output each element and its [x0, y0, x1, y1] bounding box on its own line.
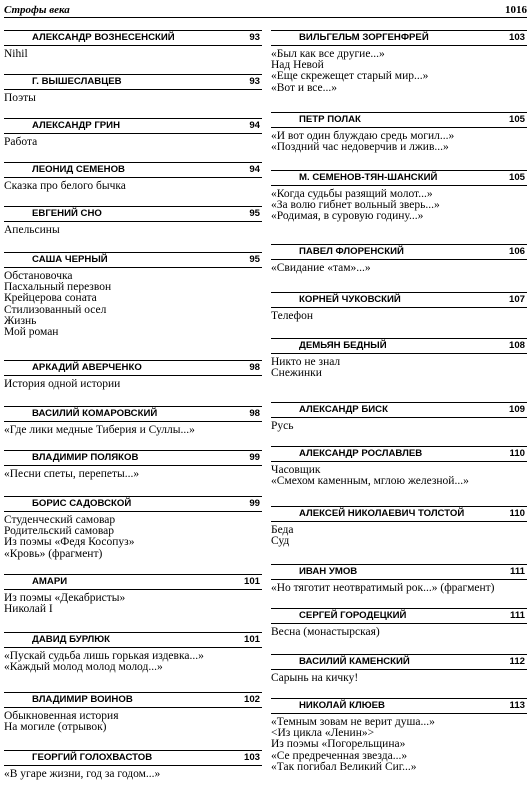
page-ref: 99: [249, 498, 260, 509]
work-list: [4, 425, 262, 436]
page-ref: 98: [249, 362, 260, 373]
author-heading: [271, 654, 527, 669]
author-heading: [4, 252, 262, 267]
author-heading: [271, 292, 527, 307]
work-list: [4, 651, 262, 673]
work-title: «Смехом каменным, мглою железной...»: [271, 475, 469, 488]
work-title: Пасхальный перезвон: [4, 281, 112, 294]
work-title: Часовщик: [271, 464, 321, 476]
work-title: История одной истории: [4, 378, 121, 390]
author-heading: [271, 608, 527, 623]
author-heading: [4, 632, 262, 647]
author-name: М. СЕМЕНОВ-ТЯН-ШАНСКИЙ: [299, 172, 438, 183]
author-heading: [4, 496, 262, 511]
page-ref: 102: [243, 694, 260, 705]
heading-underline: [271, 45, 527, 46]
work-title: Из поэмы «Декабристы»: [4, 592, 126, 604]
page-ref: 108: [508, 340, 525, 351]
page-ref: 112: [509, 656, 525, 667]
heading-underline: [4, 589, 262, 590]
author-name: ПАВЕЛ ФЛОРЕНСКИЙ: [299, 246, 404, 257]
page-ref: 101: [243, 634, 260, 645]
heading-underline: [4, 707, 262, 708]
author-heading: [4, 406, 262, 421]
work-title: Русь: [271, 420, 294, 432]
author-name: НИКОЛАЙ КЛЮЕВ: [299, 700, 385, 711]
work-title: Мой роман: [4, 326, 59, 339]
author-name: АЛЕКСАНДР ВОЗНЕСЕНСКИЙ: [32, 32, 175, 43]
heading-underline: [4, 45, 262, 46]
page-ref: 110: [509, 508, 525, 519]
work-list: [271, 673, 527, 684]
work-title: «Песни спеты, перепеты...»: [4, 468, 140, 480]
author-heading: [271, 564, 527, 579]
author-name: Г. ВЫШЕСЛАВЦЕВ: [32, 76, 122, 87]
page-ref: 111: [510, 566, 525, 577]
work-list: [4, 271, 262, 338]
work-title: «И вот один блуждаю средь могил...»: [271, 130, 455, 142]
author-heading: [4, 360, 262, 375]
author-heading: [271, 244, 527, 259]
author-name: ГЕОРГИЙ ГОЛОХВАСТОВ: [32, 752, 153, 763]
work-list: [271, 357, 527, 379]
page-ref: 105: [508, 172, 525, 183]
work-title: Из поэмы «Погорельщина»: [271, 738, 406, 751]
author-name: ВЛАДИМИР ВОИНОВ: [32, 694, 133, 705]
page-ref: 99: [249, 452, 260, 463]
author-name: АЛЕКСАНДР БИСК: [299, 404, 388, 415]
work-title: Стилизованный осел: [4, 303, 107, 316]
page-header: [4, 0, 527, 18]
heading-underline: [4, 267, 262, 268]
author-name: ВИЛЬГЕЛЬМ ЗОРГЕНФРЕЙ: [299, 32, 429, 43]
author-name: АЛЕКСАНДР РОСЛАВЛЕВ: [299, 448, 423, 459]
work-title: Обстановочка: [4, 270, 73, 282]
author-name: БОРИС САДОВСКОЙ: [32, 498, 132, 509]
heading-underline: [271, 307, 527, 308]
work-title: <Из цикла «Ленин»>: [271, 727, 375, 740]
work-title: «Пускай судьба лишь горькая издевка...»: [4, 650, 204, 662]
author-heading: [4, 750, 262, 765]
heading-underline: [4, 511, 262, 512]
author-heading: [4, 206, 262, 221]
work-title: Снежинки: [271, 367, 322, 380]
heading-underline: [271, 185, 527, 186]
page-ref: 94: [249, 120, 260, 131]
work-list: [4, 49, 262, 60]
work-title: Сарынь на кичку!: [271, 672, 359, 684]
heading-underline: [271, 623, 527, 624]
work-title: Николай I: [4, 603, 53, 616]
author-name: АЛЕКСАНДР ГРИН: [32, 120, 121, 131]
work-title: Над Невой: [271, 59, 324, 72]
author-name: АЛЕКСЕЙ НИКОЛАЕВИЧ ТОЛСТОЙ: [299, 508, 465, 519]
work-title: Никто не знал: [271, 356, 341, 368]
page-ref: 107: [508, 294, 525, 305]
work-list: [271, 311, 527, 322]
heading-underline: [4, 765, 262, 766]
page-ref: 103: [508, 32, 525, 43]
author-heading: [271, 338, 527, 353]
work-title: «Так погибал Великий Сиг...»: [271, 760, 417, 773]
author-name: САША ЧЕРНЫЙ: [32, 254, 108, 265]
heading-underline: [271, 127, 527, 128]
heading-underline: [271, 669, 527, 670]
page-ref: 93: [249, 32, 260, 43]
page-ref: 110: [509, 448, 525, 459]
author-name: ПЕТР ПОЛАК: [299, 114, 361, 125]
work-title: Обыкновенная история: [4, 710, 119, 722]
author-heading: [271, 30, 527, 45]
running-title: Строфы века: [4, 4, 70, 16]
work-list: [271, 583, 527, 594]
work-list: [271, 525, 527, 547]
work-list: [271, 465, 527, 487]
work-title: «Когда судьбы разящий молот...»: [271, 188, 433, 200]
work-title: «Свидание «там»...»: [271, 262, 371, 274]
work-title: Поэты: [4, 92, 36, 104]
author-name: АРКАДИЙ АВЕРЧЕНКО: [32, 362, 142, 373]
heading-underline: [4, 89, 262, 90]
work-title: Беда: [271, 524, 294, 536]
heading-underline: [4, 465, 262, 466]
author-heading: [271, 112, 527, 127]
page-ref: 94: [249, 164, 260, 175]
page-ref: 101: [243, 576, 260, 587]
heading-underline: [4, 221, 262, 222]
author-name: ДЕМЬЯН БЕДНЫЙ: [299, 340, 387, 351]
work-list: [271, 131, 527, 153]
heading-underline: [271, 521, 527, 522]
work-list: [4, 137, 262, 148]
author-name: ИВАН УМОВ: [299, 566, 358, 577]
page-ref: 106: [508, 246, 525, 257]
work-title: «Кровь» (фрагмент): [4, 547, 103, 560]
page-ref: 113: [509, 700, 525, 711]
author-name: АМАРИ: [32, 576, 68, 587]
work-title: «Где лики медные Тиберия и Суллы...»: [4, 424, 195, 436]
author-name: ДАВИД БУРЛЮК: [32, 634, 110, 645]
work-list: [271, 189, 527, 223]
page-ref: 95: [249, 208, 260, 219]
work-list: [271, 49, 527, 94]
work-title: «Се предреченная звезда...»: [271, 749, 408, 762]
author-name: КОРНЕЙ ЧУКОВСКИЙ: [299, 294, 401, 305]
page-ref: 111: [510, 610, 525, 621]
work-title: «Темным зовам не верит душа...»: [271, 716, 435, 728]
work-title: Из поэмы «Федя Косопуз»: [4, 536, 135, 549]
page-ref: 98: [249, 408, 260, 419]
author-heading: [271, 170, 527, 185]
heading-underline: [271, 259, 527, 260]
work-title: «Каждый молод молод молод...»: [4, 661, 163, 674]
page-number: 1016: [505, 4, 527, 16]
work-list: [4, 93, 262, 104]
author-heading: [271, 506, 527, 521]
author-heading: [4, 450, 262, 465]
heading-underline: [4, 375, 262, 376]
page-ref: 95: [249, 254, 260, 265]
work-title: «Был как все другие...»: [271, 48, 385, 60]
work-title: «Но тяготит неотвратимый рок...» (фрагмент): [271, 582, 495, 594]
work-title: На могиле (отрывок): [4, 721, 107, 734]
work-title: Телефон: [271, 310, 314, 322]
author-heading: [271, 698, 527, 713]
work-title: «Вот и все...»: [271, 81, 338, 94]
page-ref: 103: [243, 752, 260, 763]
work-title: Суд: [271, 535, 290, 548]
work-title: «За волю гибнет вольный зверь...»: [271, 199, 440, 212]
author-name: ВАСИЛИЙ КАМЕНСКИЙ: [299, 656, 410, 667]
author-heading: [4, 74, 262, 89]
author-name: ВАСИЛИЙ КОМАРОВСКИЙ: [32, 408, 158, 419]
author-name: СЕРГЕЙ ГОРОДЕЦКИЙ: [299, 610, 407, 621]
heading-underline: [4, 647, 262, 648]
work-list: [4, 379, 262, 390]
author-heading: [4, 162, 262, 177]
author-heading: [271, 402, 527, 417]
work-title: «В угаре жизни, год за годом...»: [4, 768, 161, 780]
author-heading: [4, 574, 262, 589]
work-list: [271, 717, 527, 773]
heading-underline: [271, 713, 527, 714]
author-name: ЛЕОНИД СЕМЕНОВ: [32, 164, 125, 175]
heading-underline: [271, 461, 527, 462]
work-list: [271, 263, 527, 274]
author-heading: [4, 692, 262, 707]
heading-underline: [271, 353, 527, 354]
work-title: «Еще скрежещет старый мир...»: [271, 70, 429, 83]
page-ref: 105: [508, 114, 525, 125]
work-list: [271, 627, 527, 638]
work-title: Студенческий самовар: [4, 514, 116, 526]
author-heading: [4, 30, 262, 45]
work-list: [271, 421, 527, 432]
work-title: Родительский самовар: [4, 525, 115, 538]
work-list: [4, 469, 262, 480]
work-list: [4, 225, 262, 236]
work-title: «Родимая, в суровую годину...»: [271, 210, 424, 223]
heading-underline: [271, 417, 527, 418]
author-heading: [271, 446, 527, 461]
work-list: [4, 769, 262, 780]
work-title: Работа: [4, 136, 38, 148]
work-title: Сказка про белого бычка: [4, 180, 126, 192]
work-title: «Поздний час недоверчив и лжив...»: [271, 141, 449, 154]
heading-underline: [4, 133, 262, 134]
work-title: Крейцерова соната: [4, 292, 97, 305]
work-title: Весна (монастырская): [271, 626, 380, 638]
heading-underline: [4, 177, 262, 178]
work-list: [4, 181, 262, 192]
work-list: [4, 593, 262, 615]
work-title: Жизнь: [4, 314, 37, 327]
work-list: [4, 711, 262, 733]
work-title: Апельсины: [4, 224, 60, 236]
author-heading: [4, 118, 262, 133]
heading-underline: [271, 579, 527, 580]
page-ref: 109: [508, 404, 525, 415]
page-ref: 93: [249, 76, 260, 87]
author-name: ЕВГЕНИЙ СНО: [32, 208, 102, 219]
author-name: ВЛАДИМИР ПОЛЯКОВ: [32, 452, 139, 463]
heading-underline: [4, 421, 262, 422]
work-title: Nihil: [4, 48, 28, 60]
work-list: [4, 515, 262, 560]
